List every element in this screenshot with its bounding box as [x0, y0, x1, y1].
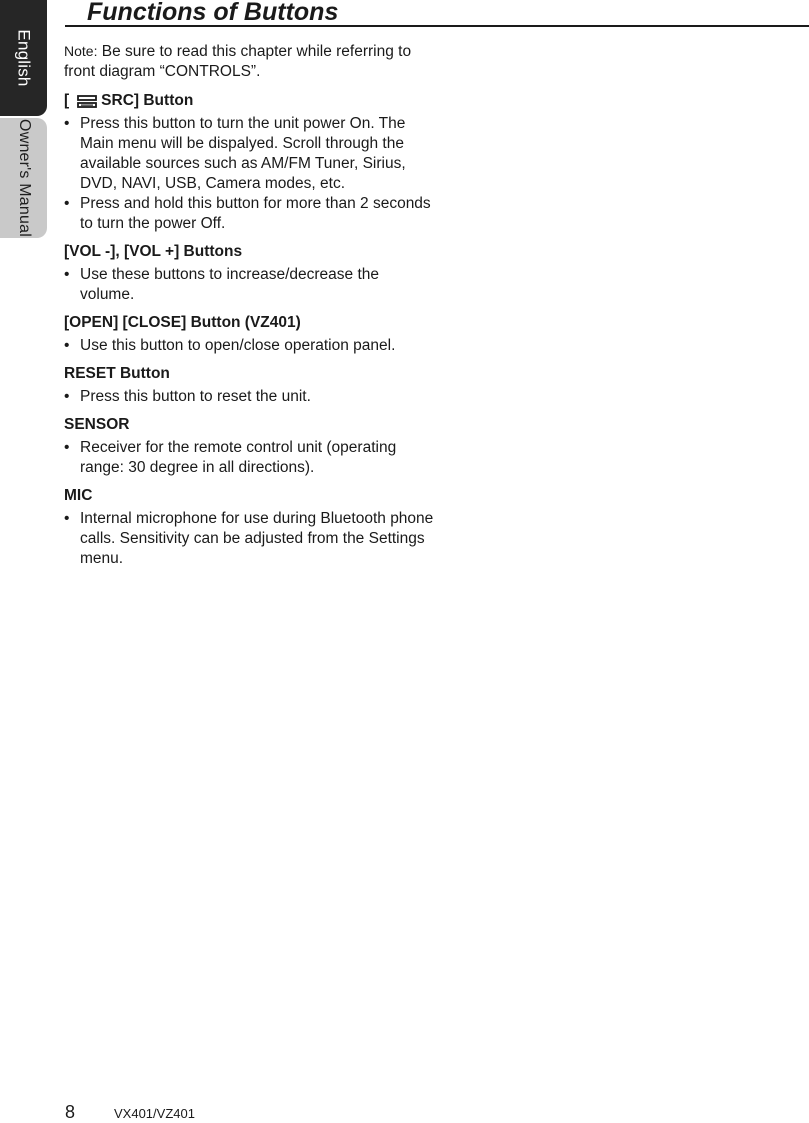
bullet-item: • Receiver for the remote control unit (operating range: 30 degree in all directions). [64, 438, 434, 478]
bullet-item: • Use this button to open/close operation panel. [64, 336, 434, 356]
section-heading: SENSOR [64, 416, 130, 433]
section-heading [64, 91, 434, 111]
model-number: VX401/VZ401 [114, 1106, 195, 1121]
section-sensor [64, 415, 434, 478]
manual-label: Owner's Manual [15, 119, 33, 237]
src-button-icon [77, 95, 97, 108]
section-src-button [64, 91, 434, 234]
page-number: 8 [65, 1102, 76, 1122]
language-label: English [14, 29, 34, 87]
section-mic [64, 486, 434, 569]
note-paragraph [64, 41, 434, 82]
language-tab [0, 0, 47, 116]
note-text: Be sure to read this chapter while referring to front diagram “CONTROLS”. [64, 43, 412, 80]
section-reset-button [64, 364, 434, 407]
section-open-close-button [64, 313, 434, 356]
section-title: SRC] Button [101, 92, 194, 109]
bullet-list [64, 387, 434, 407]
bullet-item: • Press and hold this button for more than 2 seconds to turn the power Off. [64, 194, 434, 234]
note-label: Note: [64, 43, 98, 59]
main-content [64, 41, 434, 577]
bullet-list [64, 265, 434, 305]
section-heading: [OPEN] [CLOSE] Button (VZ401) [64, 314, 301, 331]
bullet-item: • Use these buttons to increase/decrease the volume. [64, 265, 434, 305]
bullet-item: • Press this button to reset the unit. [64, 387, 434, 407]
heading-bracket: [ [64, 92, 70, 109]
bullet-list [64, 509, 434, 569]
section-volume-buttons [64, 242, 434, 305]
bullet-list [64, 336, 434, 356]
title-divider [65, 25, 809, 27]
section-heading: RESET Button [64, 365, 170, 382]
bullet-item: • Internal microphone for use during Bluetooth phone calls. Sensitivity can be adjusted from the Settings menu. [64, 509, 434, 569]
section-heading: [VOL -], [VOL +] Buttons [64, 243, 243, 260]
bullet-list [64, 114, 434, 234]
manual-tab [0, 118, 47, 238]
bullet-list [64, 438, 434, 478]
page-title: Functions of Buttons [87, 0, 339, 26]
bullet-item: • Press this button to turn the unit power On. The Main menu will be dispalyed. Scroll through the available sources such as AM/FM Tuner, Sirius, DVD, NAVI, USB, Camera modes, etc. [64, 114, 434, 194]
section-heading: MIC [64, 487, 93, 504]
